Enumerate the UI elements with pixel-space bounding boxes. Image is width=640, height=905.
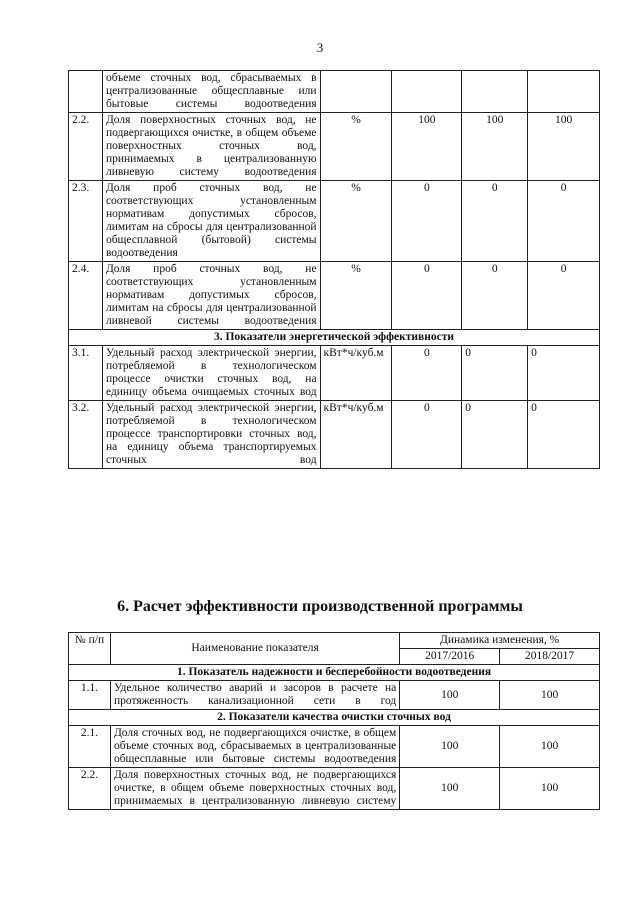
- table-row: [69, 401, 600, 469]
- indicator-name-cell: Удельный расход электрической энергии, потребляемой в технологическом процессе очистки сточных вод, на единицу объема очищаемых сточных вод: [102, 346, 320, 401]
- value-cell: 100: [528, 113, 600, 181]
- value-cell: 100: [462, 113, 528, 181]
- section-header-row: [69, 330, 600, 346]
- value-cell: 0: [528, 262, 600, 330]
- value-cell: 0: [528, 181, 600, 262]
- row-number-cell: 2.4.: [69, 262, 103, 330]
- value-cell: 0: [392, 181, 462, 262]
- header-num: № п/п: [69, 633, 111, 665]
- indicator-name-cell: Удельный расход электрической энергии, потребляемой в технологическом процессе транспортировки сточных вод, на единицу объема транспортируемых сточных вод: [102, 401, 320, 469]
- table-row: [69, 262, 600, 330]
- section-title: 1. Показатель надежности и бесперебойности водоотведения: [69, 665, 600, 681]
- unit-cell: %: [320, 181, 392, 262]
- value-cell: 100: [400, 768, 500, 810]
- value-cell: 100: [392, 113, 462, 181]
- header-name: Наименование показателя: [110, 633, 399, 665]
- indicator-name-cell: Удельное количество аварий и засоров в расчете на протяженность канализационной сети в год: [110, 681, 399, 710]
- row-number-cell: [69, 71, 103, 113]
- row-number-cell: 2.3.: [69, 181, 103, 262]
- section-heading: 6. Расчет эффективности производственной программы: [117, 598, 523, 615]
- indicator-name-cell: Доля проб сточных вод, не соответствующих установленным нормативам допустимых сбросов, лимитам на сбросы для централизованной ливневой системы водоотведения: [102, 262, 320, 330]
- table-row: [69, 681, 600, 710]
- efficiency-table: [68, 632, 600, 810]
- table-row: [69, 768, 600, 810]
- header-dynamics: Динамика изменения, %: [400, 633, 600, 649]
- value-cell: 100: [400, 681, 500, 710]
- value-cell: 0: [528, 401, 600, 469]
- value-cell: 0: [462, 181, 528, 262]
- unit-cell: кВт*ч/куб.м: [320, 401, 392, 469]
- value-cell: 100: [500, 726, 600, 768]
- row-number-cell: 2.2.: [69, 768, 111, 810]
- unit-cell: кВт*ч/куб.м: [320, 346, 392, 401]
- page-number: 3: [316, 40, 324, 55]
- indicator-name-cell: Доля поверхностных сточных вод, не подвергающихся очистке, в общем объеме поверхностных сточных вод, принимаемых в централизованную ливневую систему водоотведения: [102, 113, 320, 181]
- table-row: [69, 71, 600, 113]
- indicators-table: [68, 70, 600, 469]
- header-year: 2018/2017: [500, 649, 600, 665]
- value-cell: 0: [392, 401, 462, 469]
- section-title: 2. Показатели качества очистки сточных вод: [69, 710, 600, 726]
- table-row: [69, 726, 600, 768]
- value-cell: 100: [500, 681, 600, 710]
- value-cell: 0: [462, 346, 528, 401]
- row-number-cell: 2.1.: [69, 726, 111, 768]
- value-cell: 100: [400, 726, 500, 768]
- table-row: [69, 113, 600, 181]
- section-title: 3. Показатели энергетической эффективности: [69, 330, 600, 346]
- row-number-cell: 3.2.: [69, 401, 103, 469]
- table-row: [69, 181, 600, 262]
- indicator-name-cell: Доля сточных вод, не подвергающихся очистке, в общем объеме сточных вод, сбрасываемых в централизованные общесплавные или бытовые системы водоотведения: [110, 726, 399, 768]
- value-cell: 0: [528, 346, 600, 401]
- value-cell: 0: [462, 262, 528, 330]
- row-number-cell: 2.2.: [69, 113, 103, 181]
- indicator-name-cell: Доля поверхностных сточных вод, не подвергающихся очистке, в общем объеме поверхностных сточных вод, принимаемых в централизованную ливневую систему: [110, 768, 399, 810]
- value-cell: 0: [392, 262, 462, 330]
- unit-cell: %: [320, 113, 392, 181]
- section-header-row: [69, 710, 600, 726]
- unit-cell: %: [320, 262, 392, 330]
- row-number-cell: 3.1.: [69, 346, 103, 401]
- indicator-name-cell: объеме сточных вод, сбрасываемых в централизованные общесплавные или бытовые системы водоотведения: [102, 71, 320, 113]
- indicator-name-cell: Доля проб сточных вод, не соответствующих установленным нормативам допустимых сбросов, лимитам на сбросы для централизованной общесплавной (бытовой) системы водоотведения: [102, 181, 320, 262]
- value-cell: 100: [500, 768, 600, 810]
- row-number-cell: 1.1.: [69, 681, 111, 710]
- section-header-row: [69, 665, 600, 681]
- table-row: [69, 346, 600, 401]
- value-cell: 0: [462, 401, 528, 469]
- header-year: 2017/2016: [400, 649, 500, 665]
- header-row: [69, 633, 600, 649]
- value-cell: 0: [392, 346, 462, 401]
